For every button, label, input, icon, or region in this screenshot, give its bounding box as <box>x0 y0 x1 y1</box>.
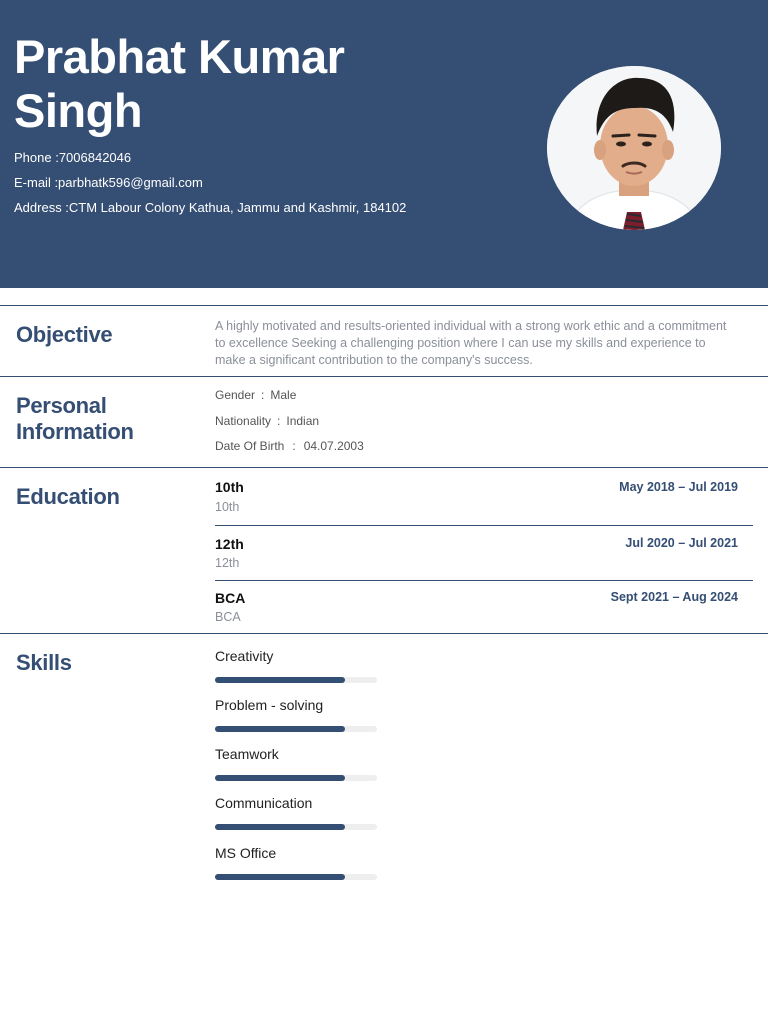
education-dates: Jul 2020 – Jul 2021 <box>625 536 738 550</box>
personal-dob <box>215 439 364 453</box>
skill-bar-fill <box>215 824 345 830</box>
education-dates: Sept 2021 – Aug 2024 <box>610 590 738 604</box>
skill-bar-fill <box>215 874 345 880</box>
skill-name: Problem - solving <box>215 697 324 713</box>
section-divider <box>0 467 768 468</box>
skill-name: Teamwork <box>215 746 279 762</box>
address-line: Address :CTM Labour Colony Kathua, Jammu and Kashmir, 184102 <box>14 200 407 215</box>
skill-bar <box>215 775 377 781</box>
skill-bar-fill <box>215 677 345 683</box>
section-divider <box>0 376 768 377</box>
personal-nationality <box>215 414 319 428</box>
section-divider <box>0 305 768 306</box>
skills-title: Skills <box>16 650 72 675</box>
skill-bar <box>215 726 377 732</box>
personal-info-title: Personal Information <box>16 393 134 444</box>
field-separator: : <box>261 388 265 402</box>
skill-bar <box>215 677 377 683</box>
phone-line: Phone :7006842046 <box>14 150 132 165</box>
field-separator: : <box>292 439 296 453</box>
education-divider <box>215 525 753 526</box>
skill-name: MS Office <box>215 845 277 861</box>
education-degree: 12th <box>215 536 244 552</box>
field-value: Indian <box>286 414 320 428</box>
education-dates: May 2018 – Jul 2019 <box>619 480 738 494</box>
education-subtitle: BCA <box>215 610 241 624</box>
skill-bar-fill <box>215 775 345 781</box>
profile-photo-illustration <box>547 66 721 230</box>
field-label: Gender <box>215 388 256 402</box>
objective-text: A highly motivated and results-oriented individual with a strong work ethic and a commitment to excellence Seeking a challenging position where I can use my skills and experience to make a significant contribution to the company's success. <box>215 319 727 367</box>
resume-header <box>0 0 768 288</box>
section-divider <box>0 633 768 634</box>
field-label: Date Of Birth <box>215 439 285 453</box>
education-subtitle: 12th <box>215 556 240 570</box>
field-value: 04.07.2003 <box>303 439 364 453</box>
skill-bar-fill <box>215 726 345 732</box>
objective-title: Objective <box>16 322 113 347</box>
education-subtitle: 10th <box>215 500 240 514</box>
education-degree: 10th <box>215 479 244 495</box>
skill-bar <box>215 824 377 830</box>
personal-gender <box>215 388 296 402</box>
email-line: E-mail :parbhatk596@gmail.com <box>14 175 203 190</box>
field-separator: : <box>277 414 281 428</box>
education-title: Education <box>16 484 120 509</box>
skill-name: Communication <box>215 795 313 811</box>
education-degree: BCA <box>215 590 246 606</box>
skill-name: Creativity <box>215 648 274 664</box>
field-label: Nationality <box>215 414 272 428</box>
skill-bar <box>215 874 377 880</box>
profile-photo <box>547 66 721 230</box>
field-value: Male <box>270 388 297 402</box>
candidate-name: Prabhat Kumar Singh <box>14 30 345 137</box>
education-divider <box>215 580 753 581</box>
